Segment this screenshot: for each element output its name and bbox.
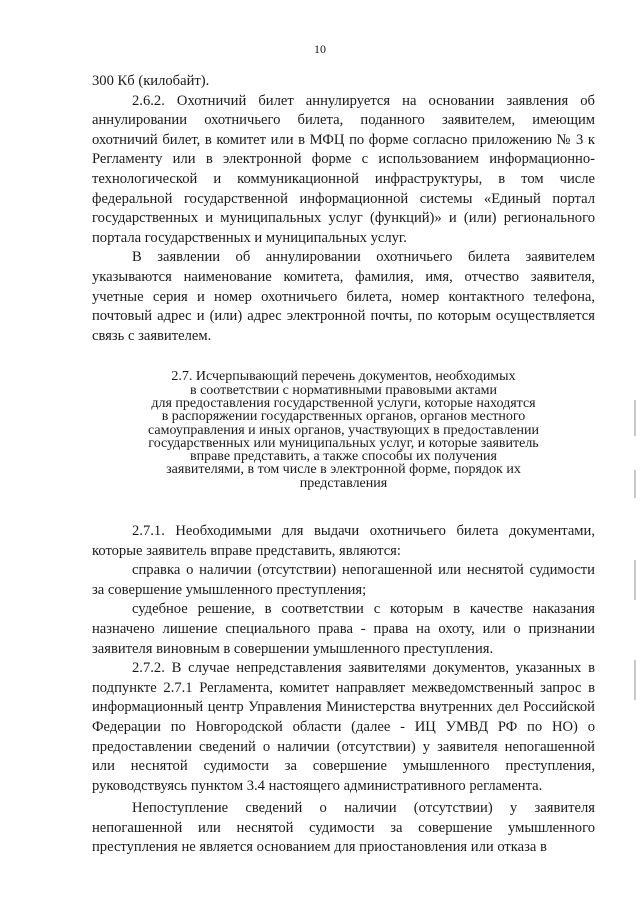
scan-margin-mark xyxy=(634,400,636,436)
paragraph: Непоступление сведений о наличии (отсутствии) у заявителя непогашенной или неснятой судимости за совершение умышленного преступления не является основанием для приостановления или отказа в xyxy=(92,800,595,856)
paragraph: судебное решение, в соответствии с которым в качестве наказания назначено лишение специального права - права на охоту, или о признании заявителя виновным в совершении умышленного преступления. xyxy=(92,601,595,657)
heading-line: самоуправления и иных органов, участвующих в предоставлении xyxy=(148,422,539,438)
paragraph: 300 Кб (килобайт). xyxy=(92,73,210,89)
heading-line: в соответствии с нормативными правовыми актами xyxy=(189,382,498,398)
heading-line: для предоставления государственной услуги, которые находятся xyxy=(151,395,536,411)
heading-line: государственных или муниципальных услуг, и которые заявитель xyxy=(148,435,539,451)
heading-line: вправе представить, а также способы их получения xyxy=(189,449,497,465)
paragraph: 2.7.1. Необходимыми для выдачи охотничьего билета документами, которые заявитель вправе представить, являются: xyxy=(92,522,595,559)
heading-line: в распоряжении государственных органов, органов местного xyxy=(161,409,526,425)
heading-line: представления xyxy=(299,475,388,491)
paragraph: 2.6.2. Охотничий билет аннулируется на основании заявления об аннулировании охотничьего билета, поданного заявителем, имеющим охотничий билет, в комитет или в МФЦ по форме согласно приложению № 3 к Регламенту или в электронной форме с использованием информационно-технологической и коммуникационной инфраструктуры, в том числе федеральной государственной информационной системы «Единый портал государственных и муниципальных услуг (функций)» и (или) регионального портала государственных и муниципальных услуг. xyxy=(92,92,595,246)
document-body xyxy=(92,72,595,858)
paragraph: В заявлении об аннулировании охотничьего билета заявителем указываются наименование комитета, фамилия, имя, отчество заявителя, учетные серия и номер охотничьего билета, номер контактного телефона, почтовый адрес и (или) адрес электронной почты, по которым осуществляется связь с заявителем. xyxy=(92,249,595,344)
scan-margin-mark xyxy=(634,660,636,700)
heading-line: 2.7. Исчерпывающий перечень документов, необходимых xyxy=(171,369,516,385)
paragraph: справка о наличии (отсутствии) непогашенной или неснятой судимости за совершение умышленного преступления; xyxy=(92,562,595,598)
heading-line: заявителями, в том числе в электронной форме, порядок их xyxy=(166,462,521,478)
page-number: 10 xyxy=(314,42,326,56)
scan-margin-mark xyxy=(634,470,636,498)
scan-margin-mark xyxy=(634,560,636,600)
section-heading xyxy=(92,370,595,490)
paragraph: 2.7.2. В случае непредставления заявителями документов, указанных в подпункте 2.7.1 Регламента, комитет направляет межведомственный запрос в информационный центр Управления Министерства внутренних дел Российской Федерации по Новгородской области (далее - ИЦ УМВД РФ по НО) о предоставлении сведений о наличии (отсутствии) у заявителя непогашенной или неснятой судимости за совершение умышленного преступления, руководствуясь пунктом 3.4 настоящего административного регламента. xyxy=(92,660,595,794)
